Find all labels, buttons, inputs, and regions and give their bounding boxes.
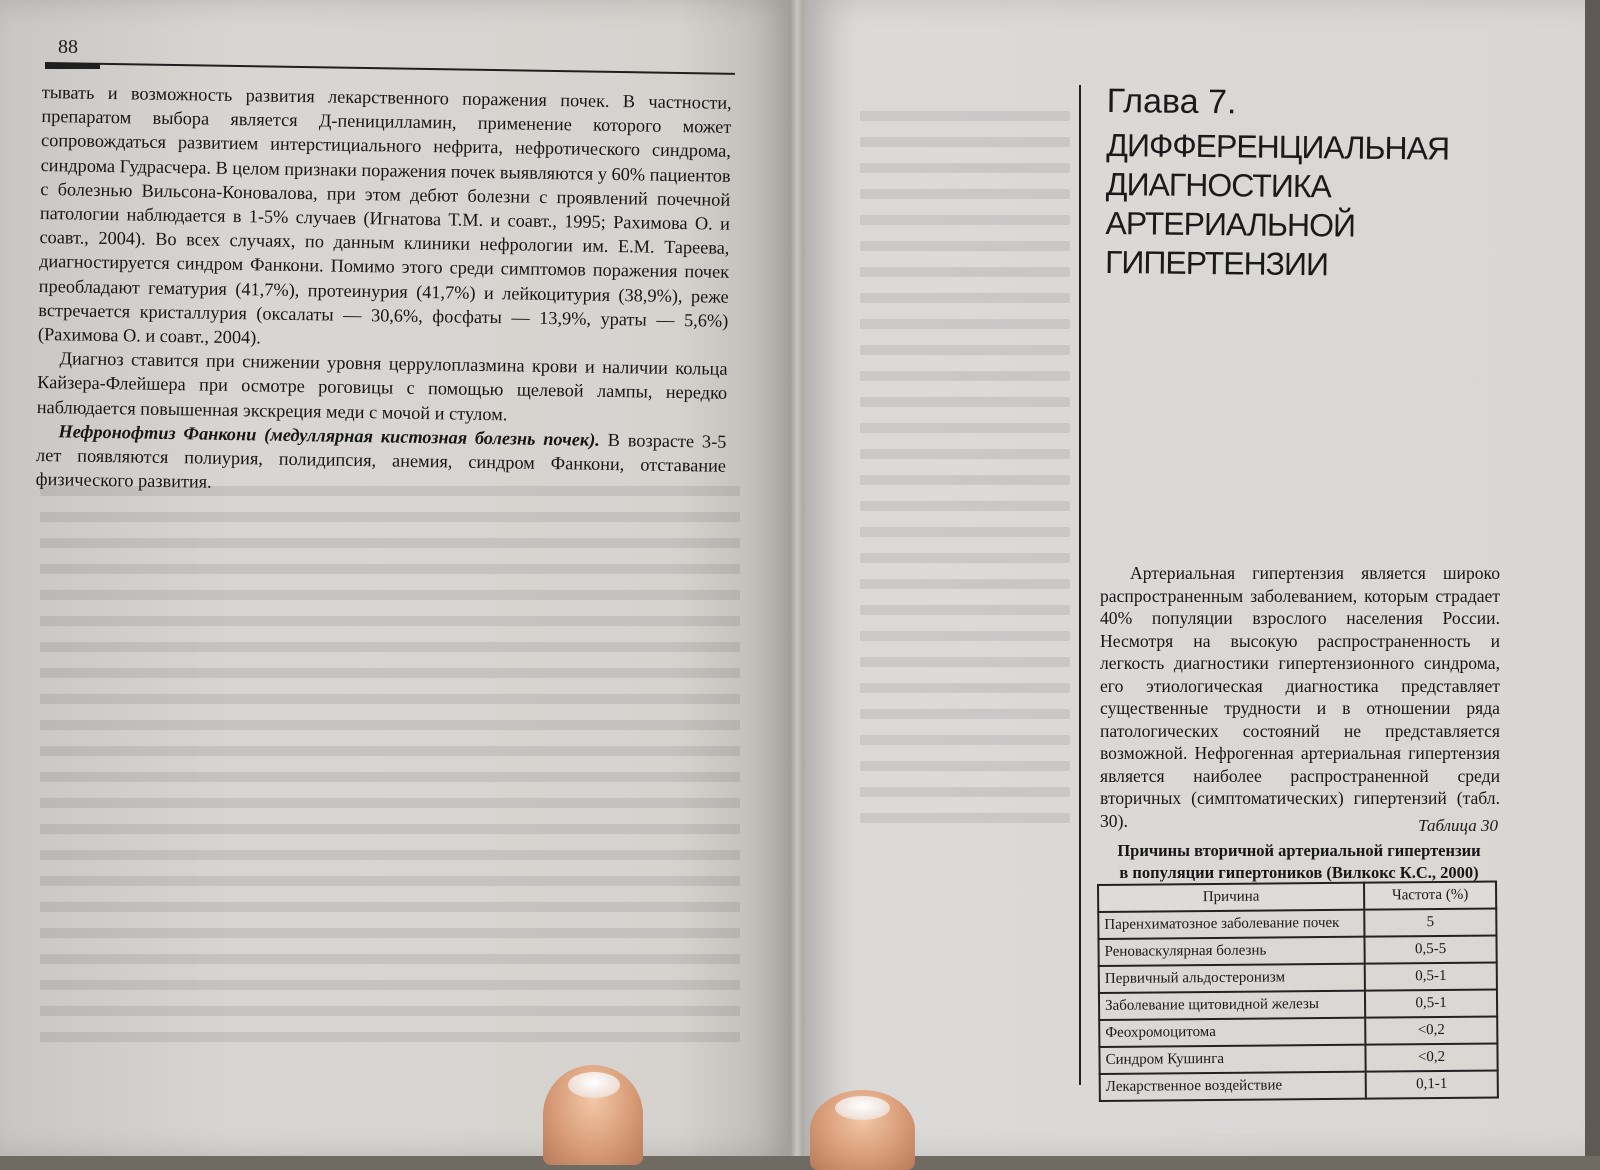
chapter-intro <box>1100 562 1500 832</box>
frequency-cell: <0,2 <box>1365 1044 1497 1072</box>
chapter-title <box>1105 126 1537 286</box>
table-row <box>1099 1017 1497 1047</box>
frequency-cell: 0,5-1 <box>1365 990 1497 1018</box>
table-header-row <box>1098 882 1496 912</box>
cause-cell: Паренхиматозное заболевание почек <box>1098 910 1364 939</box>
thumbnail-left <box>568 1072 620 1098</box>
chapter-heading <box>1105 80 1537 286</box>
section-heading-inline: Нефронофтиз Фанкони (медуллярная кистозная болезнь почек). <box>58 421 600 450</box>
table-caption-line: Причины вторичной артериальной гипертензии <box>1117 841 1481 860</box>
frequency-cell: 0,5-5 <box>1364 936 1496 964</box>
cause-cell: Реноваскулярная болезнь <box>1098 937 1364 966</box>
column-header-cause: Причина <box>1098 883 1364 912</box>
left-page-body <box>36 80 732 502</box>
table-caption-line: в популяции гипертоников (Вилкокс К.С., 2000) <box>1119 863 1479 882</box>
page-edge-shadow <box>1585 0 1600 1156</box>
causes-table <box>1097 881 1499 1102</box>
paragraph: Диагноз ставится при снижении уровня церрулоплазмина крови и наличии кольца Кайзера-Флейшера при осмотре роговицы с помощью щелевой лампы, нередко наблюдается повышенная экскреция меди с мочой и стулом. <box>36 348 728 424</box>
table-row <box>1099 1044 1497 1074</box>
chapter-title-line: ГИПЕРТЕНЗИИ <box>1104 243 1329 283</box>
thumbnail-right <box>835 1096 890 1120</box>
chapter-title-line: ДИФФЕРЕНЦИАЛЬНАЯ <box>1106 126 1450 167</box>
paragraph <box>36 419 727 502</box>
frequency-cell: 0,1-1 <box>1366 1071 1498 1099</box>
table-caption <box>1100 840 1498 884</box>
paragraph: тывать и возможность развития лекарственного поражения почек. В частности, препаратом выбора является Д-пеницилламин, применение которого может сопровождаться развитием интерстициального нефрита, нефротического синдрома, синдрома Гудрасчера. В целом признаки поражения почек выявляются у 60% пациентов с болезнью Вильсона-Коновалова, при этом дебют болезни с проявлений почечной патологии наблюдается в 1-5% случаев (Игнатова Т.М. и соавт., 1995; Рахимова О. и соавт., 2004). Во всех случаях, по данным клиники нефрологии им. Е.М. Тареева, диагностируется синдром Фанкони. Помимо этого среди симптомов поражения почек преобладают гематурия (41,7%), протеинурия (41,7%) и лейкоцитурия (38,9%), реже встречается кристаллурия (оксалаты — 30,6%, фосфаты — 13,9%, ураты — 5,6%) (Рахимова О. и соавт., 2004). <box>37 81 732 348</box>
table-row <box>1098 909 1496 939</box>
cause-cell: Лекарственное воздействие <box>1100 1072 1366 1101</box>
table-row <box>1099 990 1497 1020</box>
frequency-cell: 0,5-1 <box>1365 963 1497 991</box>
paragraph-text: В возрасте 3-5 лет появляются полиурия, полидипсия, анемия, синдром Фанкони, отставание физического развития. <box>35 429 727 492</box>
frequency-cell: 5 <box>1364 909 1496 937</box>
chapter-vertical-rule <box>1079 85 1081 1085</box>
table-row <box>1100 1071 1498 1101</box>
table-row <box>1099 963 1497 993</box>
column-header-frequency: Частота (%) <box>1364 882 1496 910</box>
page-number: 88 <box>58 36 78 58</box>
frequency-cell: <0,2 <box>1365 1017 1497 1045</box>
table-row <box>1098 936 1496 966</box>
book-gutter <box>790 0 804 1156</box>
cause-cell: Первичный альдостеронизм <box>1099 964 1365 993</box>
chapter-label: Глава 7. <box>1106 81 1237 122</box>
table-number: Таблица 30 <box>1418 816 1498 835</box>
cause-cell: Заболевание щитовидной железы <box>1099 991 1365 1020</box>
cause-cell: Феохромоцитома <box>1099 1018 1365 1047</box>
chapter-title-line: ДИАГНОСТИКА <box>1105 165 1332 205</box>
paragraph: Артериальная гипертензия является широко распространенным заболеванием, которым страдает 40% популяции взрослого населения России. Несмотря на высокую распространенность и легкость диагностики гипертензионного синдрома, его этиологическая диагностика представляет существенные трудности и в отношении ряда патологических состояний не представляется возможной. Нефрогенная артериальная гипертензия является наиболее распространенной среди вторичных (симптоматических) гипертензий (табл. 30). <box>1100 563 1500 831</box>
cause-cell: Синдром Кушинга <box>1099 1045 1365 1074</box>
header-rule-accent <box>45 63 100 69</box>
chapter-title-line: АРТЕРИАЛЬНОЙ <box>1105 204 1356 244</box>
